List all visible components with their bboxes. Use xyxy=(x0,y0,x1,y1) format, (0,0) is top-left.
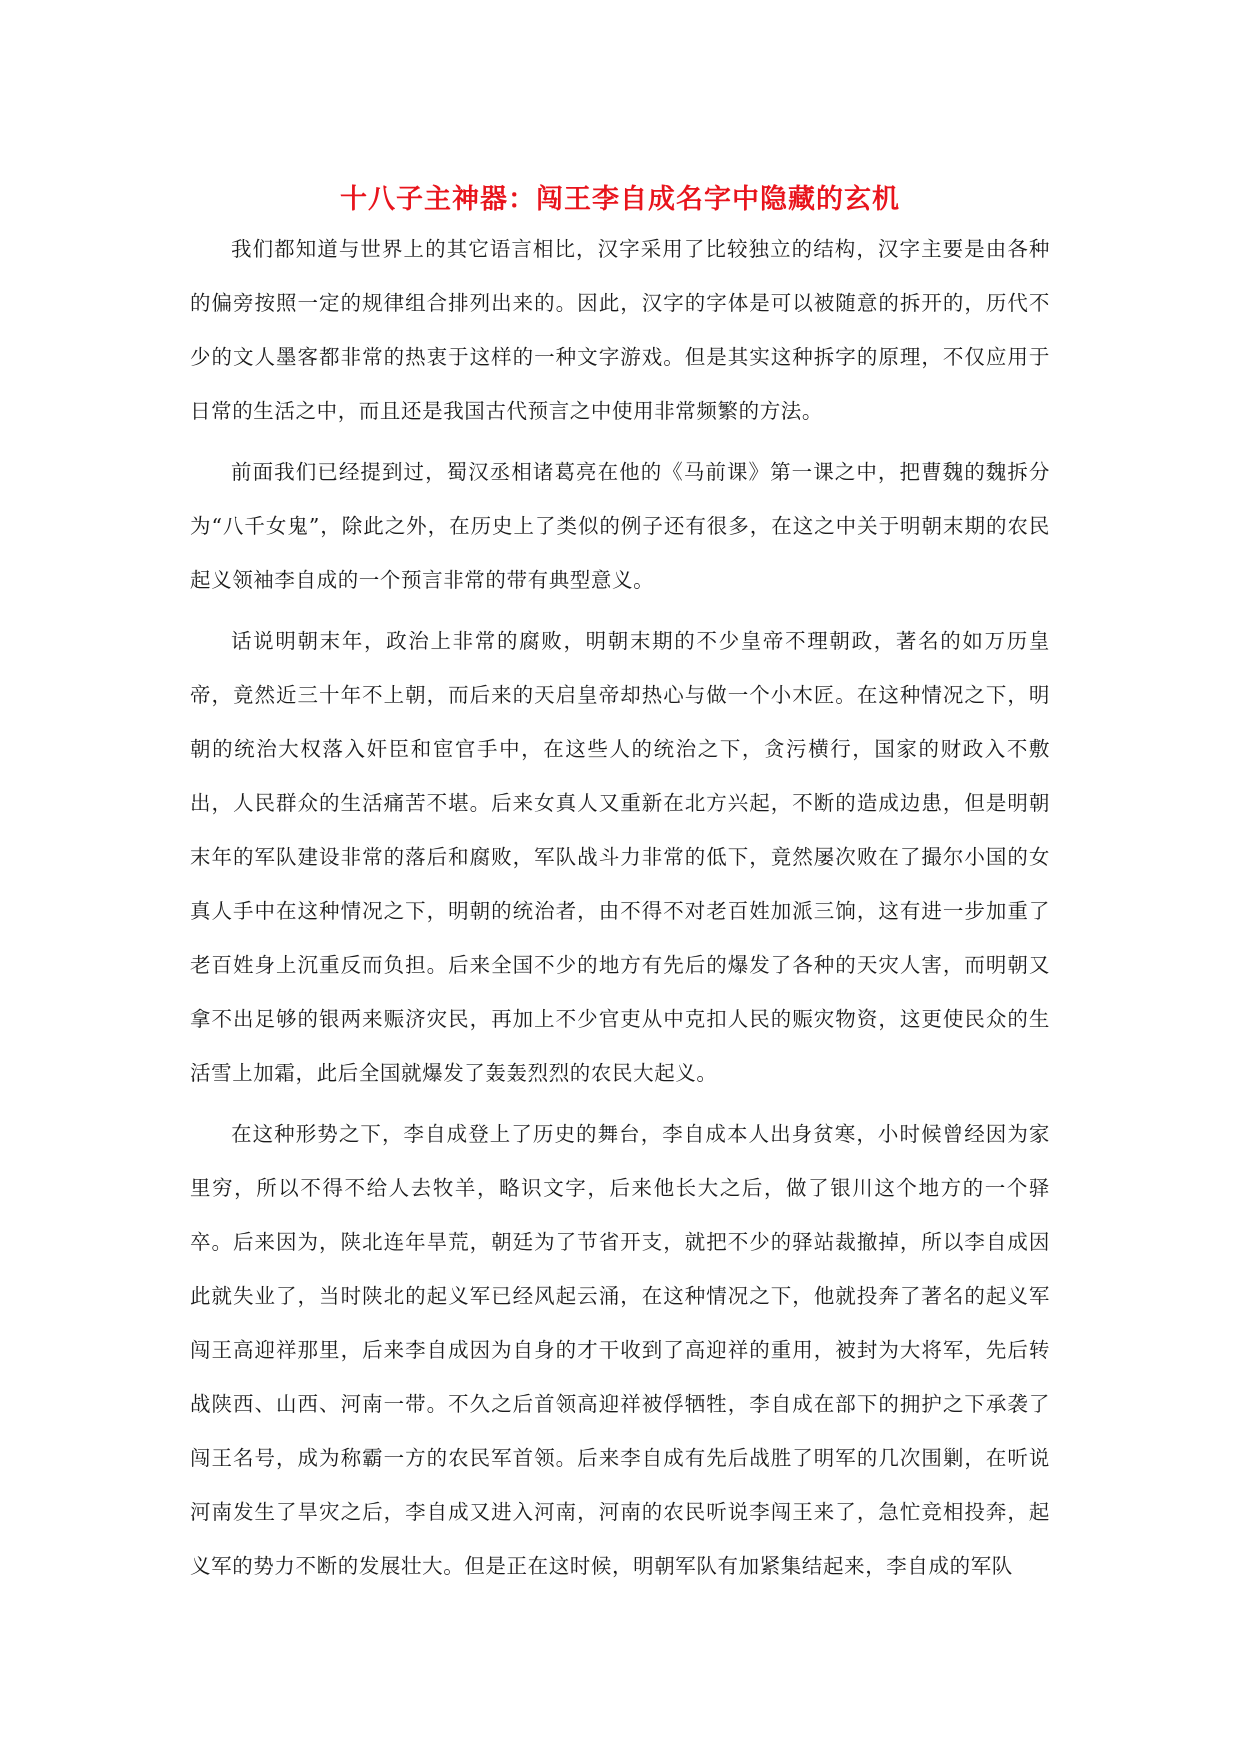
paragraph-3: 话说明朝末年，政治上非常的腐败，明朝末期的不少皇帝不理朝政，著名的如万历皇帝，竟然近三十年不上朝，而后来的天启皇帝却热心与做一个小木匠。在这种情况之下，明朝的统治大权落入奸臣和宦官手中，在这些人的统治之下，贪污横行，国家的财政入不敷出，人民群众的生活痛苦不堪。后来女真人又重新在北方兴起，不断的造成边患，但是明朝末年的军队建设非常的落后和腐败，军队战斗力非常的低下，竟然屡次败在了撮尔小国的女真人手中在这种情况之下，明朝的统治者，由不得不对老百姓加派三饷，这有进一步加重了老百姓身上沉重反而负担。后来全国不少的地方有先后的爆发了各种的天灾人害，而明朝又拿不出足够的银两来赈济灾民，再加上不少官吏从中克扣人民的赈灾物资，这更使民众的生活雪上加霜，此后全国就爆发了轰轰烈烈的农民大起义。 xyxy=(190,629,1050,1085)
paragraph-1: 我们都知道与世界上的其它语言相比，汉字采用了比较独立的结构，汉字主要是由各种的偏旁按照一定的规律组合排列出来的。因此，汉字的字体是可以被随意的拆开的，历代不少的文人墨客都非常的热衷于这样的一种文字游戏。但是其实这种拆字的原理，不仅应用于日常的生活之中，而且还是我国古代预言之中使用非常频繁的方法。 xyxy=(190,237,1050,423)
paragraph-2: 前面我们已经提到过，蜀汉丞相诸葛亮在他的《马前课》第一课之中，把曹魏的魏拆分为“八千女鬼”，除此之外，在历史上了类似的例子还有很多，在这之中关于明朝末期的农民起义领袖李自成的一个预言非常的带有典型意义。 xyxy=(190,460,1050,592)
paragraph-4: 在这种形势之下，李自成登上了历史的舞台，李自成本人出身贫寒，小时候曾经因为家里穷，所以不得不给人去牧羊，略识文字，后来他长大之后，做了银川这个地方的一个驿卒。后来因为，陕北连年旱荒，朝廷为了节省开支，就把不少的驿站裁撤掉，所以李自成因此就失业了，当时陕北的起义军已经风起云涌，在这种情况之下，他就投奔了著名的起义军闯王高迎祥那里，后来李自成因为自身的才干收到了高迎祥的重用，被封为大将军，先后转战陕西、山西、河南一带。不久之后首领高迎祥被俘牺牲，李自成在部下的拥护之下承袭了闯王名号，成为称霸一方的农民军首领。后来李自成有先后战胜了明军的几次围剿，在听说河南发生了旱灾之后，李自成又进入河南，河南的农民听说李闯王来了，急忙竞相投奔，起义军的势力不断的发展壮大。但是正在这时候，明朝军队有加紧集结起来，李自成的军队 xyxy=(190,1122,1050,1578)
page-title: 十八子主神器：闯王李自成名字中隐藏的玄机 xyxy=(340,184,900,216)
article-body xyxy=(190,222,1050,1600)
